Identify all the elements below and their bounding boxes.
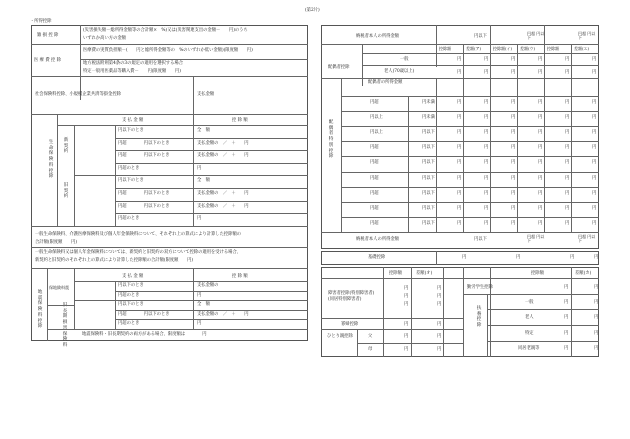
tokubetsu-row-b: 円以下 xyxy=(422,175,435,181)
seimei-row-rule xyxy=(74,175,308,176)
tokubetsu-row-a: 円超 xyxy=(370,220,379,226)
haigusha-row-head: 納税者本人の所得金額 xyxy=(356,34,399,39)
haigusha-yen: 円 xyxy=(484,57,489,62)
jishin-row-kojo: 支払金額の ／ ＋ 円 xyxy=(197,311,249,317)
seimei-row-shiharai: 円超 円以下のとき xyxy=(118,153,170,159)
tokubetsu-yen: 円 xyxy=(511,220,516,226)
tokubetsu-yen: 円 xyxy=(484,130,489,136)
haigusha-c2: 円超 円以下 xyxy=(527,31,545,40)
tokubetsu-foot-c3: 円超 円以下 xyxy=(578,234,596,243)
tokubetsu-yen: 円 xyxy=(592,190,597,196)
tokubetsu-yen: 円 xyxy=(484,190,489,196)
tokubetsu-rule xyxy=(341,172,599,173)
tokubetsu-yen: 円 xyxy=(484,160,489,166)
haigusha-yen: 円 xyxy=(565,57,570,62)
jishin-row-shiharai: 円超 円以下のとき xyxy=(118,311,170,317)
jishin-label: 地震保険料控除 xyxy=(37,290,43,330)
tokubetsu-row-a: 円以上 xyxy=(370,130,383,136)
tokubetsu-yen: 円 xyxy=(538,115,543,121)
haigusha-col-rule xyxy=(463,44,464,78)
seimei-label: 生命保険料控除 xyxy=(48,140,54,180)
fuyo-label: 扶養控除 xyxy=(476,306,482,329)
tokubetsu-yen: 円 xyxy=(457,220,462,226)
tokubetsu-yen: 円 xyxy=(565,190,570,196)
shakai-value: 支払金額 xyxy=(197,92,215,97)
tokubetsu-yen: 円 xyxy=(511,145,516,151)
seimei-col-kojo: 控 除 額 xyxy=(232,118,248,123)
tokubetsu-rule xyxy=(341,96,599,97)
seimei-row-kojo: 全 額 xyxy=(197,128,210,133)
tokubetsu-foot-label: 納税者本人の所得金額 xyxy=(356,237,399,242)
seimei-row-kojo: 円 xyxy=(197,216,202,222)
tokubetsu-yen: 円 xyxy=(538,100,543,105)
zasson-text2: いずれか高い方の金額 xyxy=(83,36,126,41)
tokubetsu-yen: 円 xyxy=(457,130,462,136)
tokubetsu-yen: 円 xyxy=(592,145,597,151)
hitorioya-fu: 父 xyxy=(368,334,373,339)
bottom-yen: 円 xyxy=(564,331,569,336)
iryo-label: 医 療 費 控 除 xyxy=(34,58,61,63)
tokubetsu-yen: 円 xyxy=(592,220,597,226)
seimei-note2: 一般生命保険料又は個人年金保険料については、新契約と旧契約の双方について控除の適用を受ける場合、 xyxy=(35,250,242,255)
seimei-row-kojo: 全 額 xyxy=(197,178,210,184)
seimei-note2b: 新契約と旧契約のそれぞれ上の算式により計算した控除額の合計額(限度額 円) xyxy=(35,258,194,263)
jishin-col-kojo: 控 除 額 xyxy=(232,274,248,279)
hitorioya-haha: 母 xyxy=(368,347,373,352)
bottom-h-sagaku2: 差額(カ) xyxy=(575,271,592,276)
jishin-hoken: 保地険料震 xyxy=(49,285,69,290)
kiso-yen: 円 xyxy=(462,255,467,260)
jishin-row-shiharai: 円以下のとき xyxy=(118,302,144,308)
bottom-yen: 円 xyxy=(437,286,442,291)
seimei-row-rule xyxy=(115,138,308,139)
seimei-row-kojo: 円 xyxy=(197,165,202,171)
tokubetsu-yen: 円 xyxy=(457,205,462,211)
tokubetsu-row-a: 円超 xyxy=(370,190,379,196)
bottom-yen: 円 xyxy=(564,315,569,320)
tokubetsu-yen: 円 xyxy=(511,175,516,181)
jishin-row-rule xyxy=(115,319,308,320)
fuyo-tokutei: 特定 xyxy=(525,331,534,336)
bottom-yen: 円 xyxy=(437,334,442,339)
tokubetsu-row-b: 円以下 xyxy=(422,130,435,136)
tokubetsu-yen: 円 xyxy=(511,115,516,121)
jishin-col-shiharai: 支 払 金 額 xyxy=(122,274,144,279)
bottom-yen: 円 xyxy=(404,294,409,299)
haigusha-subhead-cell: 差額(ウ) xyxy=(520,46,536,51)
tokubetsu-foot-c2: 円超 円以下 xyxy=(527,234,545,243)
jishin-row-shiharai: 円超のとき xyxy=(118,292,140,298)
seimei-note1: 一般生命保険料、介護医療保険料及び個人年金保険料について、それぞれ上の算式により計算した控除額の xyxy=(35,232,242,237)
bottom-h-sagaku: 差額(オ) xyxy=(416,271,433,276)
tokubetsu-yen: 円 xyxy=(592,100,597,105)
tokubetsu-yen: 円 xyxy=(457,160,462,166)
tokubetsu-yen: 円 xyxy=(565,220,570,226)
haigusha-subhead-cell: 控除額 xyxy=(547,46,559,51)
jishin-row-rule xyxy=(74,300,308,301)
tokubetsu-rule xyxy=(341,141,599,142)
jishin-row-rule xyxy=(115,310,308,311)
haigusha-yen: 円 xyxy=(457,57,462,62)
seimei-kyu: 旧契約 xyxy=(63,183,69,200)
tokubetsu-yen: 円 xyxy=(538,145,543,151)
kiso-yen: 円 xyxy=(570,255,575,260)
tokubetsu-row-b: 円以下 xyxy=(422,190,435,196)
bottom-yen: 円 xyxy=(594,285,599,290)
tokubetsu-yen: 円 xyxy=(565,160,570,166)
seimei-row-shiharai: 円超 円以下のとき xyxy=(118,191,170,196)
tokubetsu-yen: 円 xyxy=(538,190,543,196)
seimei-row-kojo: 支払金額の ／ ＋ 円 xyxy=(197,153,249,159)
tokubetsu-yen: 円 xyxy=(565,175,570,181)
tokubetsu-row-a: 円超 xyxy=(370,145,379,151)
tokubetsu-yen: 円 xyxy=(511,100,516,105)
seimei-row-rule xyxy=(115,163,308,164)
bottom-yen: 円 xyxy=(564,300,569,305)
haigusha-col-rule xyxy=(571,44,572,78)
shakai-label: 社会保険料控除、小規模企業共済等掛金控除 xyxy=(35,92,121,97)
jishin-row-kojo: 円 xyxy=(197,321,202,327)
fuyo-ippan: 一般 xyxy=(525,300,534,305)
fuyo-doukyo: 同居老親等 xyxy=(518,346,540,351)
haigusha-subhead-cell: 控除額 xyxy=(439,46,451,51)
tokubetsu-yen: 円 xyxy=(511,205,516,211)
haigusha-yen: 円 xyxy=(484,70,489,75)
bottom-h-kojo2: 控除額 xyxy=(531,271,544,276)
tokubetsu-row-b: 円以下 xyxy=(422,205,435,211)
seimei-row-kojo: 支払金額の ／ ＋ 円 xyxy=(197,191,249,196)
haigusha-yen: 円 xyxy=(457,70,462,75)
tokubetsu-row-a: 円超 xyxy=(370,205,379,211)
tokubetsu-row-b: 円以下 xyxy=(422,145,435,151)
kiso-yen: 円 xyxy=(516,255,521,260)
seimei-row-shiharai: 円以下のとき xyxy=(118,178,144,184)
tokubetsu-yen: 円 xyxy=(538,160,543,166)
tokubetsu-row-b: 円未満 xyxy=(422,100,435,105)
haigusha-label: 配偶者控除 xyxy=(328,65,350,70)
tokubetsu-row-b: 円以下 xyxy=(422,160,435,166)
bottom-yen: 円 xyxy=(437,322,442,327)
seimei-row-rule xyxy=(115,201,308,202)
tokubetsu-foot-c1: 円以下 xyxy=(474,237,487,242)
tokubetsu-rule xyxy=(341,217,599,218)
seimei-row-shiharai: 円超 円以下のとき xyxy=(118,140,170,146)
tokubetsu-yen: 円 xyxy=(565,115,570,121)
seimei-row-kojo: 支払金額の ／ ＋ 円 xyxy=(197,140,249,146)
tokubetsu-yen: 円 xyxy=(592,130,597,136)
haigusha-c1: 円以下 xyxy=(474,34,487,39)
jishin-footer: 地震保険料・旧長期契約の両方がある場合、限度額は 円 xyxy=(82,332,207,337)
jishin-kyuchoki: 旧長期損害保険料 xyxy=(62,303,68,349)
jishin-row-shiharai: 円以下のとき xyxy=(118,283,144,288)
tokubetsu-yen: 円 xyxy=(538,205,543,211)
tokubetsu-yen: 円 xyxy=(565,205,570,211)
tokubetsu-yen: 円 xyxy=(592,115,597,121)
kiso-row xyxy=(321,251,599,265)
iryo-text2: 地方税法附則第4条の3の規定の適用を選択する場合 xyxy=(83,61,183,66)
tokubetsu-yen: 円 xyxy=(457,190,462,196)
bottom-yen: 円 xyxy=(594,346,599,351)
iryo-text1: 医療費の実質負担額－( 円と総所得金額等の %のいずれか低い金額)(限度額 円) xyxy=(83,48,253,53)
bottom-yen: 円 xyxy=(437,347,442,352)
tokubetsu-yen: 円 xyxy=(592,175,597,181)
tokubetsu-yen: 円 xyxy=(457,145,462,151)
tokubetsu-row-a: 円超 xyxy=(370,160,379,166)
tokubetsu-yen: 円 xyxy=(457,115,462,121)
haigusha-ippan: 一般 xyxy=(400,57,409,62)
tokubetsu-yen: 円 xyxy=(565,130,570,136)
tokubetsu-yen: 円 xyxy=(565,145,570,151)
kiso-yen: 円 xyxy=(594,255,599,260)
tokubetsu-rule xyxy=(341,156,599,157)
bottom-yen: 円 xyxy=(404,302,409,307)
bottom-yen: 円 xyxy=(564,346,569,351)
haigusha-col-rule xyxy=(517,44,518,78)
bottom-yen: 円 xyxy=(594,315,599,320)
tokubetsu-yen: 円 xyxy=(457,100,462,105)
tokubetsu-yen: 円 xyxy=(511,160,516,166)
seimei-note1b: 合計額(限度額 円) xyxy=(35,240,78,245)
haigusha-yen: 円 xyxy=(565,70,570,75)
tokubetsu-yen: 円 xyxy=(484,145,489,151)
jishin-row-shiharai: 円超のとき xyxy=(118,321,140,327)
tokubetsu-yen: 円 xyxy=(457,175,462,181)
seimei-row-rule xyxy=(115,213,308,214)
tokubetsu-rule xyxy=(341,187,599,188)
tokubetsu-yen: 円 xyxy=(484,100,489,105)
haigusha-yen: 円 xyxy=(511,57,516,62)
tokubetsu-row-a: 円以上 xyxy=(370,115,383,121)
bottom-yen: 円 xyxy=(404,334,409,339)
seimei-row-shiharai: 円超のとき xyxy=(118,165,140,171)
haigusha-subhead-cell: 差額(エ) xyxy=(574,46,590,51)
kafu-label: 寡婦控除 xyxy=(341,322,359,327)
bottom-yen: 円 xyxy=(564,285,569,290)
jishin-row-kojo: 全 額 xyxy=(197,302,210,308)
tokubetsu-head: 配偶者の所得金額 xyxy=(368,80,403,85)
tokubetsu-yen: 円 xyxy=(484,175,489,181)
bottom-h-kojo: 控除額 xyxy=(389,271,402,276)
tokubetsu-yen: 円 xyxy=(538,130,543,136)
tokubetsu-rule xyxy=(341,111,599,112)
haigusha-yen: 円 xyxy=(592,70,597,75)
bottom-yen: 円 xyxy=(404,322,409,327)
bottom-yen: 円 xyxy=(404,286,409,291)
haigusha-col-rule xyxy=(544,44,545,78)
bottom-yen: 円 xyxy=(594,300,599,305)
tokubetsu-yen: 円 xyxy=(511,130,516,136)
haigusha-yen: 円 xyxy=(511,70,516,75)
tokubetsu-row-b: 円未満 xyxy=(422,115,435,121)
kinro-label: 勤労学生控除 xyxy=(467,285,493,290)
tokubetsu-yen: 円 xyxy=(511,190,516,196)
fuyo-rojin: 老人 xyxy=(525,315,534,320)
tokubetsu-row-a: 円超 xyxy=(370,175,379,181)
haigusha-c3: 円超 円以下 xyxy=(578,31,596,40)
seimei-row-shiharai: 円超 円以下のとき xyxy=(118,203,170,209)
haigusha-col-rule xyxy=(490,44,491,78)
tokubetsu-yen: 円 xyxy=(565,100,570,105)
haigusha-yen: 円 xyxy=(538,70,543,75)
hitorioya-label: ひとり親控除 xyxy=(327,334,353,339)
page-number: (第2片) xyxy=(305,8,320,13)
tokubetsu-yen: 円 xyxy=(538,220,543,226)
seimei-row-shiharai: 円超のとき xyxy=(118,216,140,222)
haigusha-subhead-cell: 差額(ア) xyxy=(466,46,482,51)
jishin-row-kojo: 円 xyxy=(197,292,202,298)
tokubetsu-rule xyxy=(341,126,599,127)
kiso-label: 基礎控除 xyxy=(368,255,386,260)
tokubetsu-yen: 円 xyxy=(538,175,543,181)
bottom-yen: 円 xyxy=(437,294,442,299)
iryo-text3: 特定一般用医薬品等購入費－ 円(限度額 円) xyxy=(83,69,181,74)
seimei-row-shiharai: 円以下のとき xyxy=(118,128,144,133)
zasson-text1: (災害損失額－総所得金額等の合計額× %)又は(災害関連支出の金額－ 円)のうち xyxy=(83,28,248,33)
tokubetsu-row-b: 円以下 xyxy=(422,220,435,226)
haigusha-subhead-cell: 控除額(イ) xyxy=(493,46,513,51)
tokubetsu-label: 配偶者特別控除 xyxy=(328,120,334,160)
bottom-yen: 円 xyxy=(594,331,599,336)
tokubetsu-yen: 円 xyxy=(484,115,489,121)
bottom-yen: 円 xyxy=(437,302,442,307)
zasson-label: 雑 損 控 除 xyxy=(37,33,59,38)
tokubetsu-yen: 円 xyxy=(484,220,489,226)
tokubetsu-yen: 円 xyxy=(484,205,489,211)
bottom-yen: 円 xyxy=(404,347,409,352)
seimei-row-rule xyxy=(115,150,308,151)
jishin-row-rule xyxy=(115,291,308,292)
seimei-shin: 新契約 xyxy=(63,138,69,155)
jishin-row-kojo: 支払金額の xyxy=(197,283,219,288)
seimei-row-kojo: 支払金額の ／ ＋ 円 xyxy=(197,203,249,209)
haigusha-yen: 円 xyxy=(592,57,597,62)
shogaisha-label: 障害者控除(特別障害者)(同居特別障害者) xyxy=(328,291,375,303)
tokubetsu-yen: 円 xyxy=(592,160,597,166)
section-bullet: ・所得控除 xyxy=(30,19,52,24)
tokubetsu-yen: 円 xyxy=(592,205,597,211)
seimei-row-rule xyxy=(115,188,308,189)
haigusha-rojin: 老人(70歳以上) xyxy=(384,69,415,74)
haigusha-yen: 円 xyxy=(538,57,543,62)
tokubetsu-row-a: 円超 xyxy=(370,100,379,105)
seimei-col-shiharai: 支 払 金 額 xyxy=(122,118,144,123)
tokubetsu-rule xyxy=(341,202,599,203)
